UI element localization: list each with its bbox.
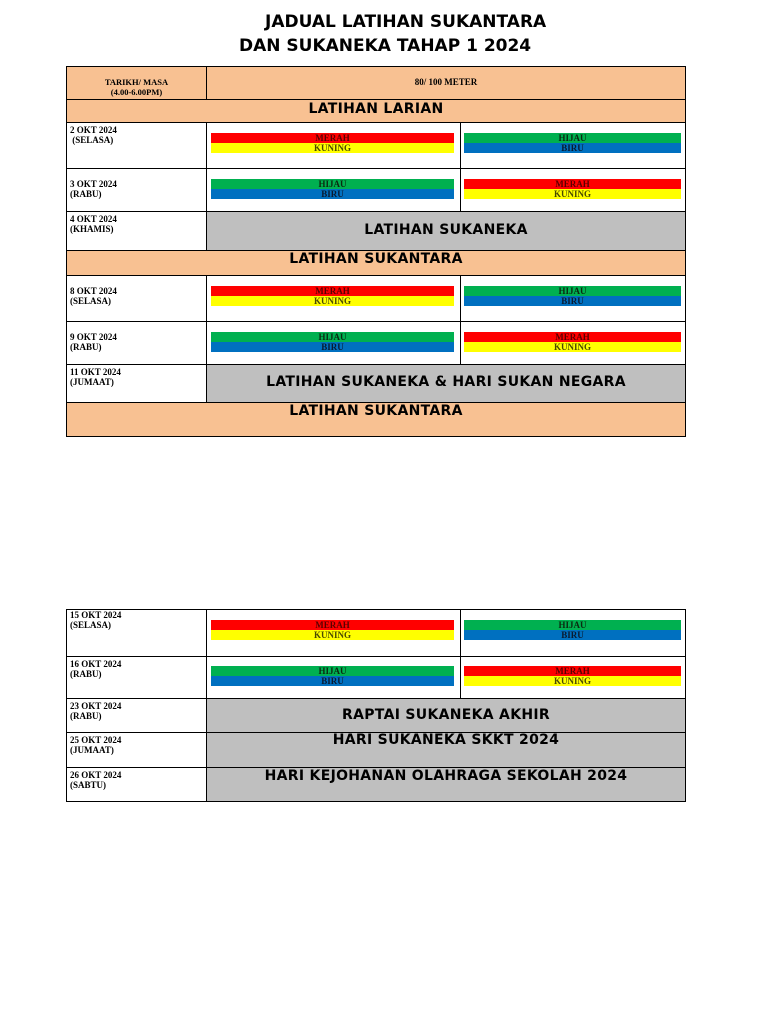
day-text: (RABU) [70,711,102,721]
header-row [67,67,685,99]
divider [460,610,461,656]
table-row [67,698,685,732]
table-row [67,321,685,364]
event-text: LATIHAN SUKANEKA & HARI SUKAN NEGARA [266,374,626,390]
house-biru: BIRU [464,143,681,153]
house-hijau: HIJAU [464,286,681,296]
header-date-label: TARIKH/ MASA [104,77,169,87]
table-row [67,656,685,698]
house-hijau: HIJAU [211,666,454,676]
day-text: (SABTU) [70,780,107,790]
event-cell [207,733,685,767]
house-hijau: HIJAU [211,179,454,189]
date-cell [67,212,207,250]
house-merah: MERAH [464,666,681,676]
house-merah: MERAH [211,286,454,296]
header-time-label: (4.00-6.00PM) [110,87,163,97]
date-cell [67,768,207,801]
section-title-sukantara: LATIHAN SUKANTARA [289,251,463,267]
event-text: HARI SUKANEKA SKKT 2024 [332,732,560,748]
event-cell [207,768,685,801]
house-hijau: HIJAU [211,332,454,342]
house-biru: BIRU [464,630,681,640]
house-kuning: KUNING [464,676,681,686]
table-row [67,122,685,168]
date-cell [67,365,207,402]
day-text: (RABU) [70,669,102,679]
section-title-larian: LATIHAN LARIAN [308,101,444,117]
day-text: (SELASA) [70,620,112,630]
event-cell [207,169,685,211]
table-row [67,732,685,767]
table-row [67,364,685,402]
event-cell [207,123,685,168]
date-cell [67,733,207,767]
date-cell [67,610,207,656]
day-text: (JUMAAT) [70,377,114,387]
section-row-sukantara [67,250,685,275]
date-cell [67,276,207,321]
date-text: 4 OKT 2024 [70,214,117,224]
header-date-cell [67,67,207,99]
event-cell [207,212,685,250]
divider [460,322,461,364]
table-row [67,211,685,250]
date-text: 3 OKT 2024 [70,179,117,189]
house-kuning: KUNING [464,342,681,352]
event-cell [207,657,685,698]
event-cell [207,610,685,656]
event-cell [207,365,685,402]
date-cell [67,322,207,364]
day-text: (RABU) [70,189,102,199]
header-event-cell [207,67,685,99]
house-kuning: KUNING [464,189,681,199]
date-text: 25 OKT 2024 [70,735,122,745]
house-biru: BIRU [211,676,454,686]
date-text: 11 OKT 2024 [70,367,121,377]
section-title-sukantara-2: LATIHAN SUKANTARA [289,403,463,419]
house-hijau: HIJAU [464,133,681,143]
day-text: (SELASA) [70,135,114,145]
house-merah: MERAH [464,179,681,189]
event-text: LATIHAN SUKANEKA [364,222,528,238]
event-cell [207,276,685,321]
house-biru: BIRU [211,342,454,352]
house-merah: MERAH [464,332,681,342]
header-event-label: 80/ 100 METER [414,77,478,87]
page-title-line2: DAN SUKANEKA TAHAP 1 2024 [239,36,532,56]
section-row-larian [67,99,685,122]
date-cell [67,123,207,168]
house-merah: MERAH [211,620,454,630]
divider [460,657,461,698]
divider [460,169,461,211]
house-kuning: KUNING [211,630,454,640]
date-text: 15 OKT 2024 [70,610,122,620]
page-title-line1: JADUAL LATIHAN SUKANTARA [265,12,547,32]
house-merah: MERAH [211,133,454,143]
day-text: (JUMAAT) [70,745,114,755]
schedule-table-2 [66,609,686,802]
table-row [67,168,685,211]
date-text: 16 OKT 2024 [70,659,122,669]
day-text: (RABU) [70,342,102,352]
house-biru: BIRU [464,296,681,306]
event-cell [207,322,685,364]
event-text: RAPTAI SUKANEKA AKHIR [342,707,550,723]
event-text: HARI KEJOHANAN OLAHRAGA SEKOLAH 2024 [264,768,628,784]
date-text: 9 OKT 2024 [70,332,117,342]
date-cell [67,169,207,211]
table-row [67,275,685,321]
date-cell [67,657,207,698]
table-row [67,767,685,801]
day-text: (KHAMIS) [70,224,114,234]
table-row [67,610,685,656]
date-text: 8 OKT 2024 [70,286,117,296]
house-kuning: KUNING [211,296,454,306]
day-text: (SELASA) [70,296,112,306]
house-hijau: HIJAU [464,620,681,630]
house-kuning: KUNING [211,143,454,153]
divider [460,123,461,168]
date-text: 23 OKT 2024 [70,701,122,711]
divider [460,276,461,321]
date-text: 26 OKT 2024 [70,770,122,780]
date-text: 2 OKT 2024 [70,125,117,135]
schedule-table-1 [66,66,686,437]
date-cell [67,699,207,732]
house-biru: BIRU [211,189,454,199]
event-cell [207,699,685,732]
section-row-sukantara-2 [67,402,685,436]
